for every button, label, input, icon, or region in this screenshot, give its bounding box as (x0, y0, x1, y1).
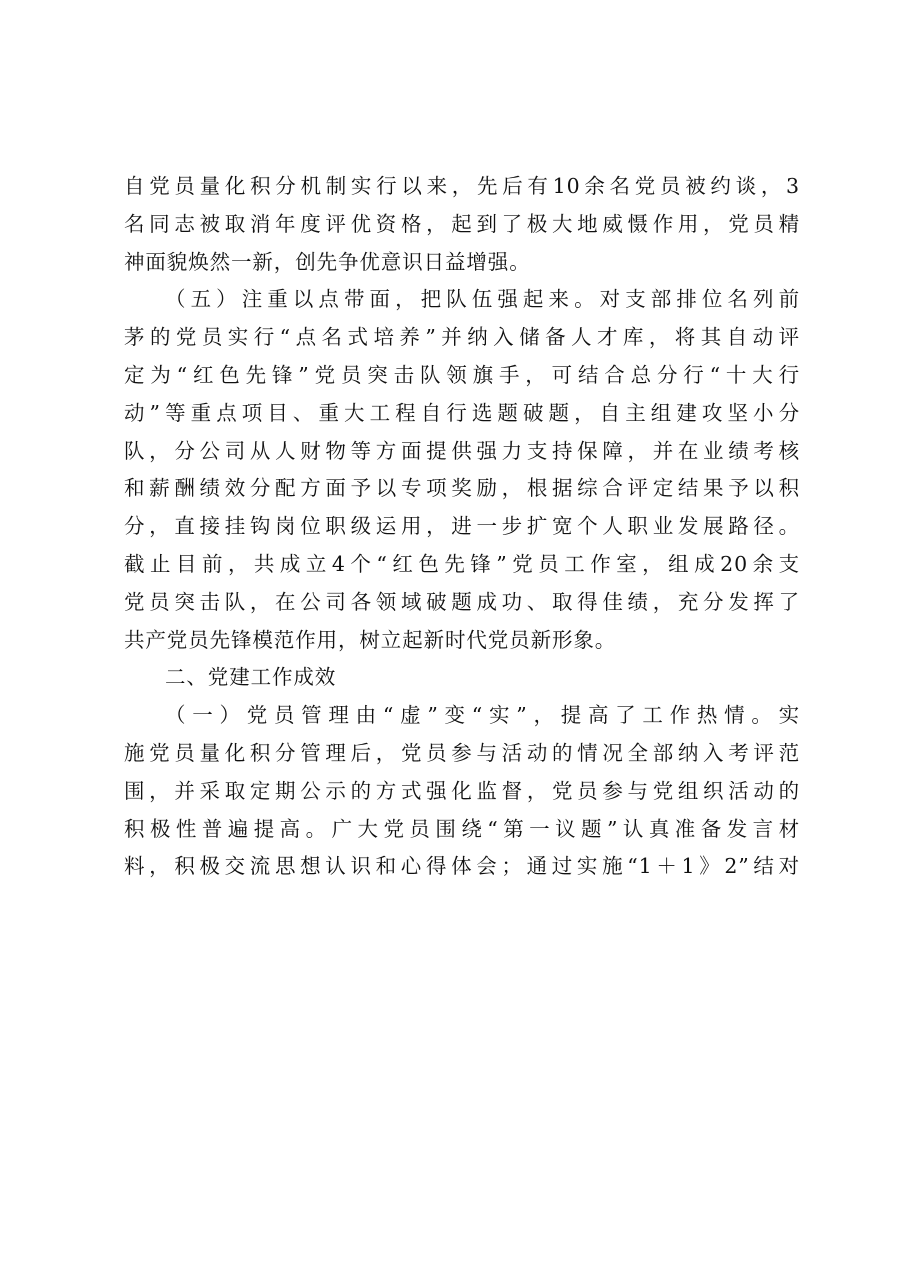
text-line: 共产党员先锋模范作用，树立起新时代党员新形象。 (124, 627, 617, 652)
text-line: 队，分公司从人财物等方面提供强力支持保障，并在业绩考核 (124, 438, 800, 463)
paragraph-1 (124, 168, 800, 281)
text-line: 自党员量化积分机制实行以来，先后有10余名党员被约谈，3 (124, 174, 800, 198)
text-line: 党员突击队，在公司各领域破题成功、取得佳绩，充分发挥了 (124, 589, 800, 614)
text-line: （一）党员管理由“虚”变“实”，提高了工作热情。实 (165, 703, 800, 728)
text-line: 积极性普遍提高。广大党员围绕“第一议题”认真准备发言材 (124, 816, 800, 841)
text-line: 施党员量化积分管理后，党员参与活动的情况全部纳入考评范 (124, 740, 800, 765)
text-line: 截止目前，共成立4个“红色先锋”党员工作室，组成20余支 (124, 551, 800, 576)
text-line: （五）注重以点带面，把队伍强起来。对支部排位名列前 (165, 287, 800, 312)
document-page (124, 168, 800, 886)
section-heading: 二、党建工作成效 (165, 665, 337, 690)
text-line: 料，积极交流思想认识和心得体会；通过实施“1＋1》2”结对 (124, 854, 800, 879)
text-line: 分，直接挂钩岗位职级运用，进一步扩宽个人职业发展路径。 (124, 514, 800, 539)
text-line: 动”等重点项目、重大工程自行选题破题，自主组建攻坚小分 (124, 400, 800, 425)
text-line: 和薪酬绩效分配方面予以专项奖励，根据综合评定结果予以积 (124, 476, 800, 501)
text-line: 神面貌焕然一新，创先争优意识日益增强。 (124, 249, 531, 274)
text-line: 名同志被取消年度评优资格，起到了极大地威慑作用，党员精 (124, 211, 800, 236)
paragraph-3 (124, 697, 800, 886)
text-line: 定为“红色先锋”党员突击队领旗手，可结合总分行“十大行 (124, 362, 800, 387)
text-line: 围，并采取定期公示的方式强化监督，党员参与党组织活动的 (124, 778, 800, 803)
text-line: 茅的党员实行“点名式培养”并纳入储备人才库，将其自动评 (124, 325, 800, 350)
paragraph-2 (124, 281, 800, 659)
